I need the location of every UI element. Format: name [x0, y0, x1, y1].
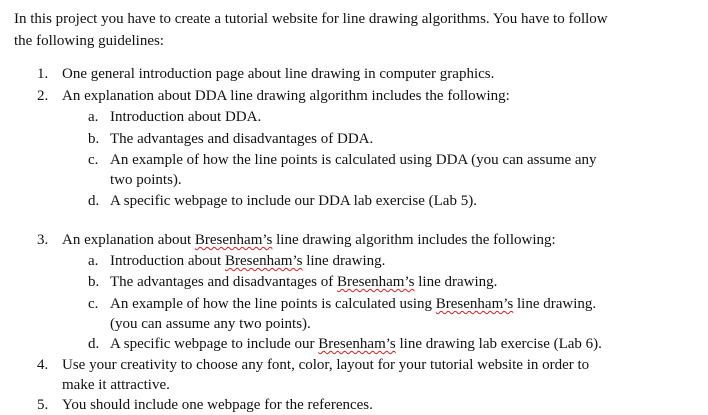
item-3-text — [62, 230, 556, 250]
item-3c-text-line-1 — [110, 294, 596, 314]
item-3a-post: line drawing. — [302, 253, 386, 269]
item-3c-text-line-2: (you can assume any two points). — [110, 316, 311, 332]
item-3a-text — [110, 251, 385, 271]
item-2c-letter: c. — [88, 152, 99, 168]
item-5-number: 5. — [37, 397, 49, 413]
item-2c-text-line-1: An example of how the line points is calculated using DDA (you can assume any — [110, 152, 597, 168]
item-4-text-line-1: Use your creativity to choose any font, color, layout for your tutorial website in order to — [62, 357, 590, 373]
item-3a-word: Bresenham’s — [224, 253, 303, 269]
item-1-number: 1. — [37, 66, 49, 82]
item-3d-text — [110, 334, 602, 354]
item-3c-pre: An example of how the line points is calculated using — [110, 296, 436, 312]
item-3c-letter: c. — [88, 296, 99, 312]
item-3a-letter: a. — [88, 253, 99, 269]
item-3c-post: line drawing. — [513, 296, 597, 312]
item-4-number: 4. — [37, 357, 49, 373]
item-2b-text: The advantages and disadvantages of DDA. — [110, 131, 374, 147]
item-3d-word: Bresenham’s — [318, 336, 396, 352]
item-2b-letter: b. — [88, 131, 100, 147]
intro-line-2: the following guidelines: — [14, 33, 164, 49]
item-3b-letter: b. — [88, 274, 100, 290]
item-3b-post: line drawing. — [414, 274, 498, 290]
item-3c-word: Bresenham’s — [435, 296, 514, 312]
item-3-text-a: An explanation about — [62, 232, 195, 248]
item-3-number: 3. — [37, 232, 49, 248]
intro-line-1: In this project you have to create a tutorial website for line drawing algorithms. You have to follow — [14, 11, 608, 27]
item-3b-pre: The advantages and disadvantages of — [110, 274, 337, 290]
item-3-text-b: line drawing algorithm includes the following: — [272, 232, 556, 248]
item-5-text: You should include one webpage for the references. — [62, 397, 373, 413]
item-2a-text: Introduction about DDA. — [110, 109, 262, 125]
item-3b-word: Bresenham’s — [337, 274, 415, 290]
item-1-text: One general introduction page about line drawing in computer graphics. — [62, 66, 495, 82]
item-3-text-word: Bresenham’s — [194, 232, 273, 248]
item-3a-pre: Introduction about — [110, 253, 225, 269]
item-3d-pre: A specific webpage to include our — [110, 336, 319, 352]
item-3b-text — [110, 272, 497, 292]
item-2d-letter: d. — [88, 193, 100, 209]
item-4-text-line-2: make it attractive. — [62, 377, 170, 393]
item-2-number: 2. — [37, 88, 49, 104]
item-2-text: An explanation about DDA line drawing algorithm includes the following: — [62, 88, 510, 104]
item-3d-letter: d. — [88, 336, 100, 352]
item-2d-text: A specific webpage to include our DDA lab exercise (Lab 5). — [110, 193, 477, 209]
item-2c-text-line-2: two points). — [110, 172, 182, 188]
item-3d-post: line drawing lab exercise (Lab 6). — [395, 336, 602, 352]
item-2a-letter: a. — [88, 109, 99, 125]
